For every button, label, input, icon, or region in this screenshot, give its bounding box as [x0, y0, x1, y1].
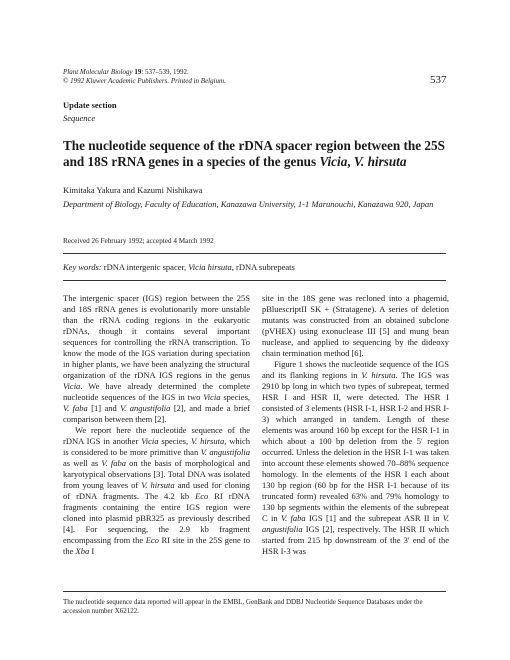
text: species,: [220, 392, 250, 402]
text: V. hirsuta: [190, 436, 225, 446]
paragraph: [262, 359, 449, 557]
title-text: The nucleotide sequence of the rDNA spacer region between the 25S and 18S rRNA genes in a species of the genus: [63, 138, 445, 169]
title-separator: ,: [347, 154, 354, 169]
journal-line: [63, 68, 363, 77]
paragraph: [63, 425, 250, 557]
journal-name: Plant Molecular Biology: [63, 68, 133, 76]
text: V. hirsuta: [141, 480, 175, 490]
journal-volume: 19: [134, 68, 142, 76]
title-genus: Vicia: [319, 154, 348, 169]
keywords-text: rDNA intergenic spacer,: [101, 262, 189, 272]
page-number: 537: [430, 74, 447, 86]
keywords-italic: Vicia hirsuta: [188, 262, 232, 272]
text: Eco: [145, 535, 159, 545]
journal-citation: [63, 68, 363, 85]
text: species,: [158, 436, 191, 446]
text: Eco: [195, 491, 209, 501]
keywords: [63, 262, 295, 272]
divider-top: [63, 253, 446, 254]
body-column-right: [262, 293, 449, 557]
text: . We have already determined the complete nucleotide sequences of the IGS in two: [63, 381, 250, 402]
text: Figure 1 shows the nucleotide sequence of the IGS and its flanking regions in: [262, 359, 449, 380]
text: IGS [1] and the subrepeat ASR II in: [305, 513, 443, 523]
text: V. faba: [280, 513, 306, 523]
text: V. faba: [101, 458, 126, 468]
affiliation: Department of Biology, Faculty of Education, Kanazawa University, 1-1 Marunouchi, Kanazawa 920, Japan: [63, 199, 434, 209]
divider-bottom: [63, 280, 446, 281]
text: Vicia: [141, 436, 159, 446]
footnote: The nucleotide sequence data reported will appear in the EMBL, GenBank and DDBJ Nucleotide Sequence Databases under the accession number X62122.: [63, 598, 423, 615]
text: RI rDNA fragments containing the entire IGS region were cloned into plasmid pBR325 as previously described [4]. For sequencing, the 2.9 kb fragment encompassing from the: [63, 491, 250, 545]
text: Vicia: [63, 381, 81, 391]
text: Vicia: [203, 392, 221, 402]
journal-pages: : 537–539, 1992.: [141, 68, 189, 76]
text: [2], and made a brief comparison between them [2].: [63, 403, 250, 424]
keywords-text: , rDNA subrepeats: [231, 262, 295, 272]
text: on the basis of morphological and karyotypical observations [3]. Total DNA was isolated from young leaves of: [63, 458, 251, 490]
article-title: [63, 138, 463, 170]
text: IGS [2], respectively. The HSR II which started from 215 bp downstream of the 3′ end of the HSR I-3 was: [262, 524, 449, 556]
text: V. angustifolia: [200, 447, 250, 457]
text: . The IGS was 2910 bp long in which two types of subrepeat, termed HSR I and HSR II, were detected. The HSR I consisted of 3 elements (HSR I-1, HSR I-2 and HSR I-3) which arranged in tandem. Length of these elements was around 160 bp except for the HSR I-1 in which about a 100 bp deletion from the 5′ region occurred. Unless the deletion in the HSR I-1 was taken into account these elements showed 70–88% sequence homology. In the elements of the HSR I each about 130 bp region (60 bp for the HSR I-1 because of its truncated form) revealed 63% and 79% homology to 130 bp segments within the elements of the subrepeat C in: [262, 370, 449, 523]
text: V. hirsuta: [361, 370, 396, 380]
text: V. angustifolia: [120, 403, 171, 413]
subsection-heading: Sequence: [63, 113, 96, 123]
paragraph: [63, 293, 250, 425]
title-species: V. hirsuta: [353, 154, 407, 169]
text: [1] and: [87, 403, 121, 413]
section-heading: Update section: [63, 100, 117, 110]
text: The intergenic spacer (IGS) region between the 25S and 18S rRNA genes is evolutionarily more unstable than the rRNA coding regions in the eukaryotic rDNAs, though it contains several important sequences for controlling the rRNA transcription. To know the mode of the IGS variation during speciation in higher plants, we have been analyzing the structural organization of the rDNA IGS regions in the genus: [63, 293, 250, 380]
text: RI site in the 25S gene to the: [63, 535, 250, 556]
text: and used for cloning of rDNA fragments. The 4.2 kb: [63, 480, 251, 501]
authors: Kimitaka Yakura and Kazumi Nishikawa: [63, 185, 203, 195]
text: , which is considered to be more primitive than: [63, 436, 251, 457]
text: We report here the nucleotide sequence of the rDNA IGS in another: [63, 425, 250, 446]
received-dates: Received 26 February 1992; accepted 4 March 1992: [63, 237, 214, 245]
paragraph: site in the 18S gene was recloned into a phagemid, pBluescriptII SK + (Stratagene). A series of deletion mutants was constructed from an obtained subclone (pVHEX) using exonuclease III [5] and mung bean nuclease, and applied to sequencing by the dideoxy chain termination method [6].: [262, 293, 449, 358]
body-column-left: [63, 293, 250, 557]
text: as well as: [63, 458, 102, 468]
publisher-line: © 1992 Kluwer Academic Publishers. Printed in Belgium.: [63, 76, 226, 85]
keywords-label: Key words:: [63, 262, 102, 272]
text: V. angustifolia: [262, 513, 450, 534]
text: Xba: [75, 546, 90, 556]
text: V. faba: [63, 403, 88, 413]
text: I: [89, 546, 95, 556]
footnote-divider: [63, 591, 446, 592]
